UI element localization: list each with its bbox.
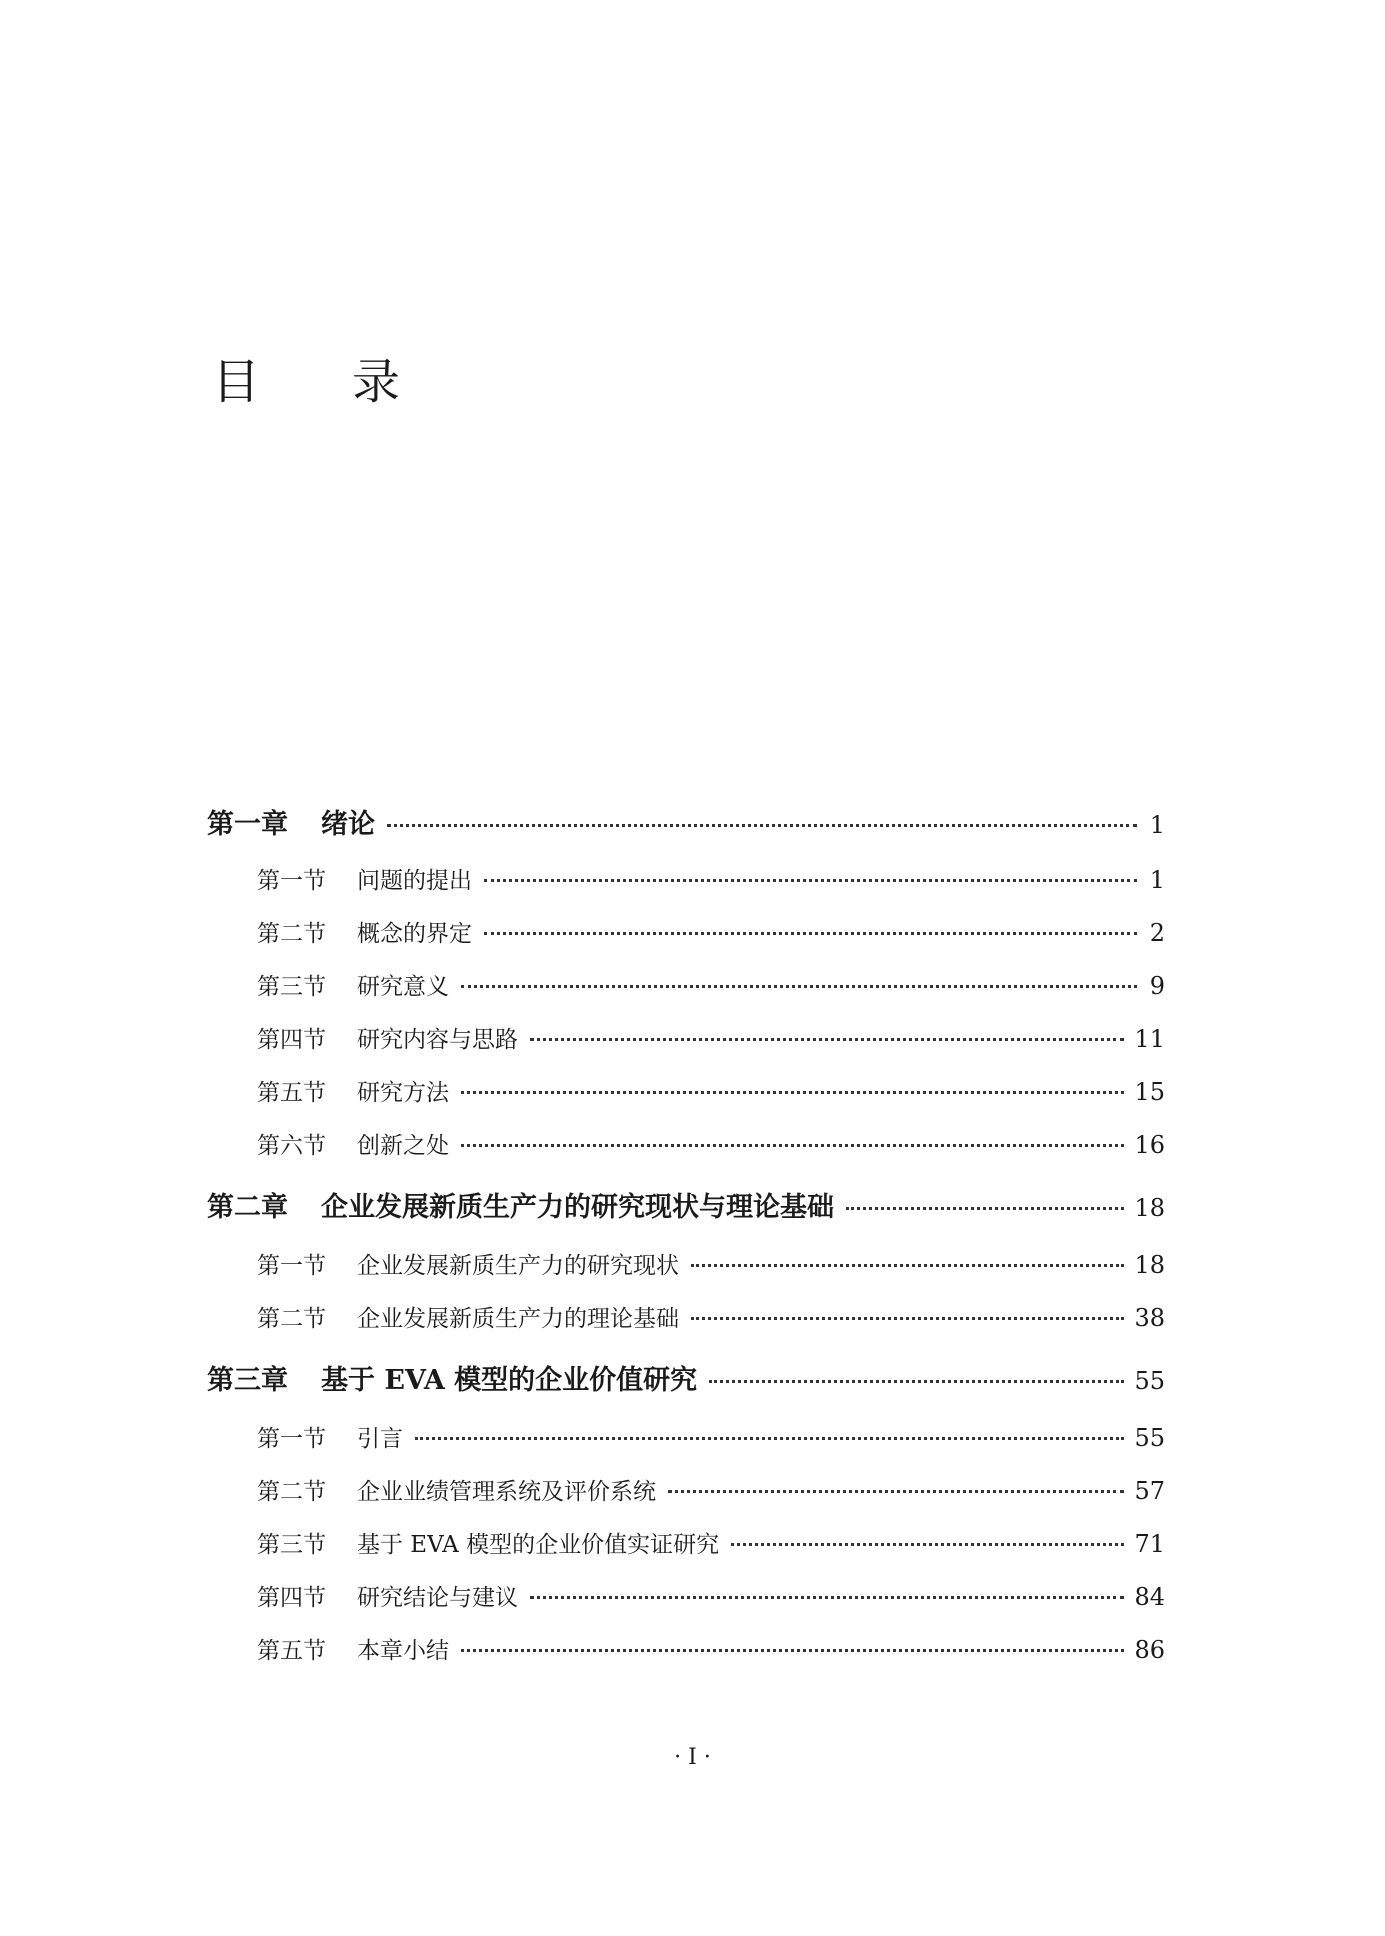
section-title: 概念的界定 — [357, 921, 472, 947]
toc-section[interactable] — [257, 1473, 1165, 1506]
page-number: 84 — [1134, 1583, 1165, 1611]
section-title: 研究结论与建议 — [357, 1585, 518, 1611]
section-title: 引言 — [357, 1426, 403, 1452]
section-title: 企业发展新质生产力的研究现状 — [357, 1253, 679, 1279]
toc-chapter[interactable] — [207, 1185, 1165, 1224]
dot-leader — [461, 1144, 1124, 1147]
page-number: 18 — [1134, 1194, 1165, 1222]
section-number: 第一节 — [257, 1426, 326, 1452]
chapter-number: 第三章 — [207, 1365, 288, 1396]
toc-section[interactable] — [257, 968, 1165, 1001]
page-number: 1 — [1149, 866, 1165, 894]
dot-leader — [846, 1207, 1124, 1210]
toc-section[interactable] — [257, 915, 1165, 948]
toc-section[interactable] — [257, 1247, 1165, 1280]
section-title: 本章小结 — [357, 1638, 449, 1664]
page-footer-number: · I · — [674, 1745, 711, 1770]
page-number: 1 — [1149, 811, 1165, 839]
section-title: 企业发展新质生产力的理论基础 — [357, 1306, 679, 1332]
dot-leader — [387, 824, 1137, 827]
section-title: 基于 EVA 模型的企业价值实证研究 — [357, 1532, 720, 1558]
section-number: 第三节 — [257, 974, 326, 1000]
dot-leader — [415, 1437, 1124, 1440]
section-number: 第二节 — [257, 1306, 326, 1332]
dot-leader — [484, 879, 1137, 882]
toc-section[interactable] — [257, 1300, 1165, 1333]
page-number: 55 — [1134, 1424, 1165, 1452]
toc-chapter[interactable] — [207, 802, 1165, 841]
chapter-title: 绪论 — [321, 809, 375, 840]
section-number: 第四节 — [257, 1027, 326, 1053]
page-number: 18 — [1134, 1251, 1165, 1279]
section-number: 第二节 — [257, 921, 326, 947]
page-number: 38 — [1134, 1304, 1165, 1332]
dot-leader — [484, 932, 1137, 935]
toc-section[interactable] — [257, 1632, 1165, 1665]
dot-leader — [709, 1380, 1124, 1383]
page-number: 57 — [1134, 1477, 1165, 1505]
toc-section[interactable] — [257, 1420, 1165, 1453]
section-number: 第一节 — [257, 1253, 326, 1279]
dot-leader — [530, 1038, 1124, 1041]
dot-leader — [668, 1490, 1124, 1493]
dot-leader — [691, 1317, 1124, 1320]
toc-section[interactable] — [257, 1127, 1165, 1160]
dot-leader — [461, 985, 1137, 988]
dot-leader — [731, 1543, 1124, 1546]
toc-section[interactable] — [257, 1526, 1165, 1559]
toc-section[interactable] — [257, 862, 1165, 895]
section-title: 企业业绩管理系统及评价系统 — [357, 1479, 656, 1505]
dot-leader — [461, 1649, 1124, 1652]
page-title-char-2: 录 — [352, 354, 401, 410]
section-number: 第二节 — [257, 1479, 326, 1505]
dot-leader — [461, 1091, 1124, 1094]
page-number: 55 — [1134, 1367, 1165, 1395]
page-number: 15 — [1134, 1078, 1165, 1106]
section-title: 问题的提出 — [357, 868, 472, 894]
dot-leader — [691, 1264, 1124, 1267]
toc-section[interactable] — [257, 1579, 1165, 1612]
page-number: 11 — [1134, 1025, 1165, 1053]
section-number: 第三节 — [257, 1532, 326, 1558]
section-number: 第六节 — [257, 1133, 326, 1159]
section-number: 第一节 — [257, 868, 326, 894]
toc-section[interactable] — [257, 1074, 1165, 1107]
section-number: 第五节 — [257, 1080, 326, 1106]
page-number: 16 — [1134, 1131, 1165, 1159]
page-number: 9 — [1149, 972, 1165, 1000]
section-title: 研究内容与思路 — [357, 1027, 518, 1053]
page-title-char-1: 目 — [212, 354, 261, 410]
toc-section[interactable] — [257, 1021, 1165, 1054]
toc-chapter[interactable] — [207, 1358, 1165, 1397]
chapter-number: 第二章 — [207, 1192, 288, 1223]
section-title: 研究方法 — [357, 1080, 449, 1106]
section-title: 研究意义 — [357, 974, 449, 1000]
section-number: 第四节 — [257, 1585, 326, 1611]
dot-leader — [530, 1596, 1124, 1599]
page-number: 71 — [1134, 1530, 1165, 1558]
page-number: 86 — [1134, 1636, 1165, 1664]
chapter-number: 第一章 — [207, 809, 288, 840]
chapter-title: 企业发展新质生产力的研究现状与理论基础 — [321, 1192, 834, 1223]
section-title: 创新之处 — [357, 1133, 449, 1159]
page-number: 2 — [1149, 919, 1165, 947]
section-number: 第五节 — [257, 1638, 326, 1664]
chapter-title: 基于 EVA 模型的企业价值研究 — [321, 1365, 698, 1396]
